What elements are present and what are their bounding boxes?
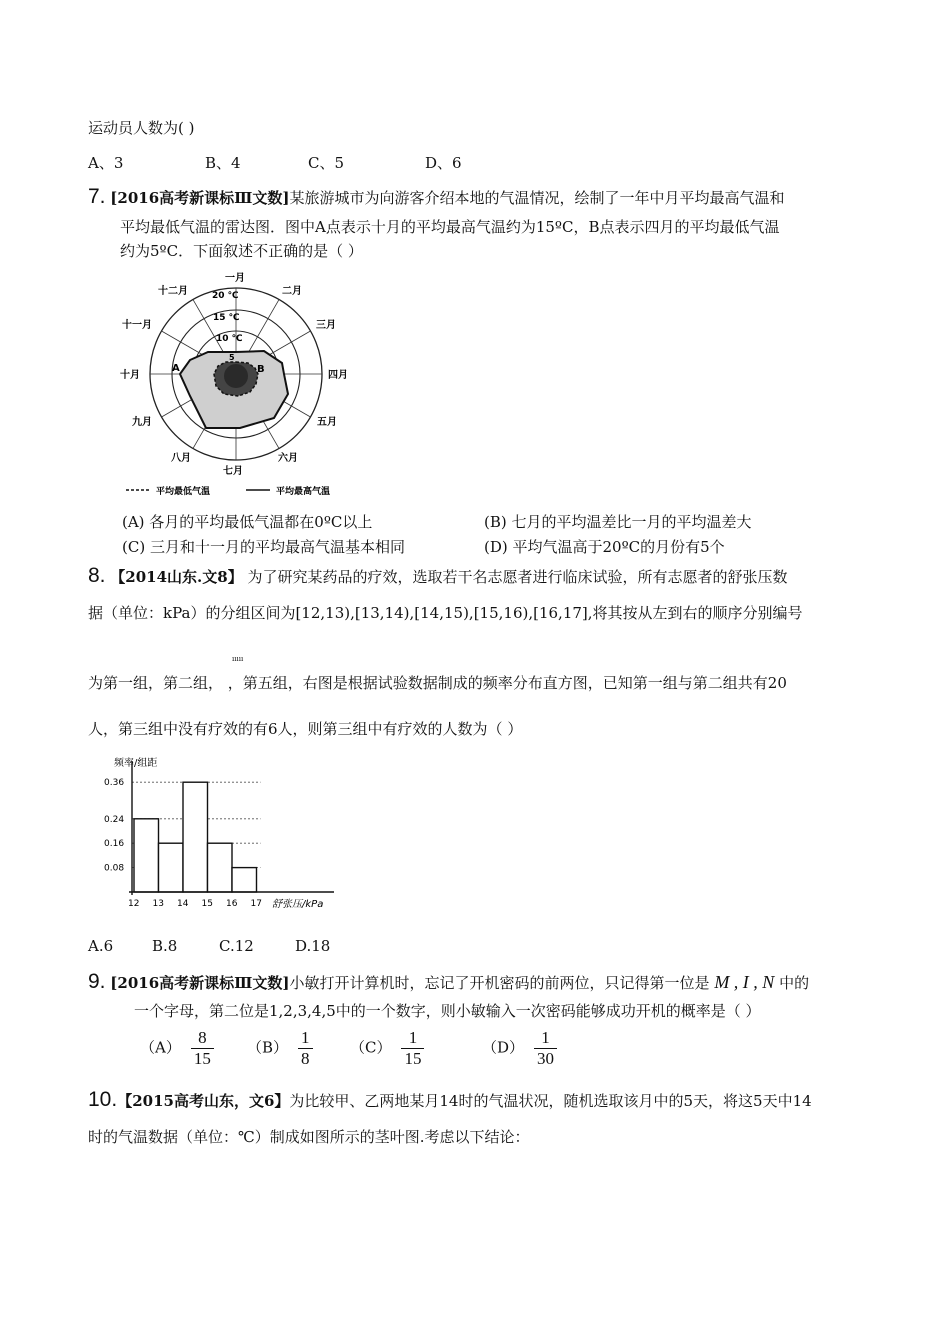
x-tick-label: 14 <box>177 899 189 909</box>
q8-option-a: A.6 <box>88 937 114 955</box>
question-text: 为比较甲、乙两地某月14时的气温状况，随机选取该月中的5天，将这5天中14 <box>289 1092 812 1110</box>
month-label: 九月 <box>132 417 152 428</box>
prev-question-line: 运动员人数为( ) <box>88 119 195 137</box>
x-tick-label: 15 <box>201 899 213 909</box>
y-tick-label: 0.24 <box>104 814 125 825</box>
option-label: （B） <box>247 1038 289 1057</box>
fraction: $\frac{1}{15}$ <box>401 1028 424 1069</box>
question-9-line2: 一个字母，第二位是1,2,3,4,5中的一个数字，则小敏输入一次密码能够成功开机的概率是（ ） <box>134 1002 761 1020</box>
q9-option-d <box>482 1028 557 1069</box>
question-10-line1 <box>88 1088 812 1112</box>
month-label: 二月 <box>282 286 302 297</box>
question-7-line3: 约为5ºC．下面叙述不正确的是（ ） <box>120 242 363 260</box>
option-label: （C） <box>350 1038 392 1057</box>
month-label: 十一月 <box>122 320 152 331</box>
question-9-line1 <box>88 970 809 994</box>
ring-label-5: 5 <box>229 353 235 362</box>
ellipsis-mark: ııııı <box>232 655 244 663</box>
y-axis-label: 频率/组距 <box>114 758 158 769</box>
month-label: 六月 <box>278 453 298 464</box>
question-source-tag: 【2014山东.文8】 <box>110 568 243 586</box>
month-label: 三月 <box>316 320 336 331</box>
x-tick-label: 17 <box>250 899 262 909</box>
question-7-line2: 平均最低气温的雷达图．图中A点表示十月的平均最高气温约为15ºC，B点表示四月的平均最低气温 <box>120 218 780 236</box>
question-source-tag: [2016高考新课标Ⅲ文数] <box>110 189 290 207</box>
month-label: 一月 <box>225 273 245 284</box>
histogram-bar <box>208 843 233 892</box>
y-tick-label: 0.36 <box>104 778 125 789</box>
prev-option-c: C、5 <box>308 154 345 172</box>
legend-low: 平均最低气温 <box>156 487 211 497</box>
x-axis-label: 舒张压/kPa <box>272 899 324 910</box>
question-number: 8. <box>88 564 106 587</box>
question-number: 7. <box>88 185 106 208</box>
month-label: 七月 <box>223 466 243 477</box>
question-source-tag: [2016高考新课标Ⅲ文数] <box>110 974 290 992</box>
legend-high: 平均最高气温 <box>276 487 331 497</box>
histogram-bar <box>183 782 208 892</box>
point-a-label: A <box>172 363 180 374</box>
prev-option-b: B、4 <box>205 154 241 172</box>
month-label: 十二月 <box>158 286 188 297</box>
question-number: 9. <box>88 970 106 993</box>
x-tick-label: 12 <box>128 899 140 909</box>
ring-label-20: 20 ℃ <box>212 291 239 301</box>
question-number: 10. <box>88 1088 118 1111</box>
question-8-line1 <box>88 564 788 588</box>
q9-option-b <box>247 1028 313 1069</box>
question-text: 某旅游城市为向游客介绍本地的气温情况，绘制了一年中月平均最高气温和 <box>289 189 785 207</box>
question-8-line3: 为第一组，第二组， ，第五组，右图是根据试验数据制成的频率分布直方图，已知第一组与第二组共有20 <box>88 674 787 692</box>
question-source-tag: 【2015高考山东，文6】 <box>117 1092 290 1110</box>
histogram-chart <box>84 755 344 915</box>
q7-option-b: (B) 七月的平均温差比一月的平均温差大 <box>484 513 752 531</box>
radar-chart <box>100 268 370 500</box>
q8-option-d: D.18 <box>295 937 331 955</box>
fraction: $\frac{1}{30}$ <box>534 1028 557 1069</box>
month-label: 十月 <box>120 370 140 381</box>
x-tick-label: 16 <box>226 899 238 909</box>
fraction: $\frac{1}{8}$ <box>298 1028 313 1069</box>
question-7-line1 <box>88 185 785 209</box>
month-label: 五月 <box>317 417 337 428</box>
y-tick-label: 0.08 <box>104 863 125 874</box>
ring-label-10: 10 ℃ <box>216 334 243 344</box>
histogram-bar <box>232 868 257 892</box>
x-tick-label: 13 <box>152 899 164 909</box>
prev-option-d: D、6 <box>425 154 462 172</box>
histogram-bar <box>134 819 159 892</box>
fraction: $\frac{8}{15}$ <box>191 1028 214 1069</box>
month-label: 八月 <box>171 453 191 464</box>
point-b-label: B <box>257 364 265 375</box>
option-label: （A） <box>140 1038 181 1057</box>
y-tick-label: 0.16 <box>104 839 125 850</box>
letter-variables: M , I , N <box>714 972 775 992</box>
question-text-tail: 中的 <box>779 974 810 992</box>
q9-option-c <box>350 1028 424 1069</box>
prev-option-a: A、3 <box>88 154 124 172</box>
option-label: （D） <box>482 1038 525 1057</box>
question-8-line4: 人，第三组中没有疗效的有6人，则第三组中有疗效的人数为（ ） <box>88 720 523 738</box>
month-label: 四月 <box>328 370 348 381</box>
q8-option-b: B.8 <box>152 937 178 955</box>
ring-label-15: 15 ℃ <box>213 313 240 323</box>
q7-option-d: (D) 平均气温高于20ºC的月份有5个 <box>484 538 725 556</box>
question-text: 为了研究某药品的疗效，选取若干名志愿者进行临床试验，所有志愿者的舒张压数 <box>242 568 788 586</box>
q7-option-a: (A) 各月的平均最低气温都在0ºC以上 <box>122 513 373 531</box>
q7-option-c: (C) 三月和十一月的平均最高气温基本相同 <box>122 538 405 556</box>
question-10-line2: 时的气温数据（单位：℃）制成如图所示的茎叶图.考虑以下结论： <box>88 1128 530 1146</box>
q8-option-c: C.12 <box>219 937 254 955</box>
question-text: 小敏打开计算机时，忘记了开机密码的前两位，只记得第一位是 <box>289 974 710 992</box>
question-8-line2: 据（单位：kPa）的分组区间为[12,13),[13,14),[14,15),[15,16),[16,17],将其按从左到右的顺序分别编号 <box>88 604 803 622</box>
histogram-bar <box>159 843 184 892</box>
q9-option-a <box>140 1028 214 1069</box>
